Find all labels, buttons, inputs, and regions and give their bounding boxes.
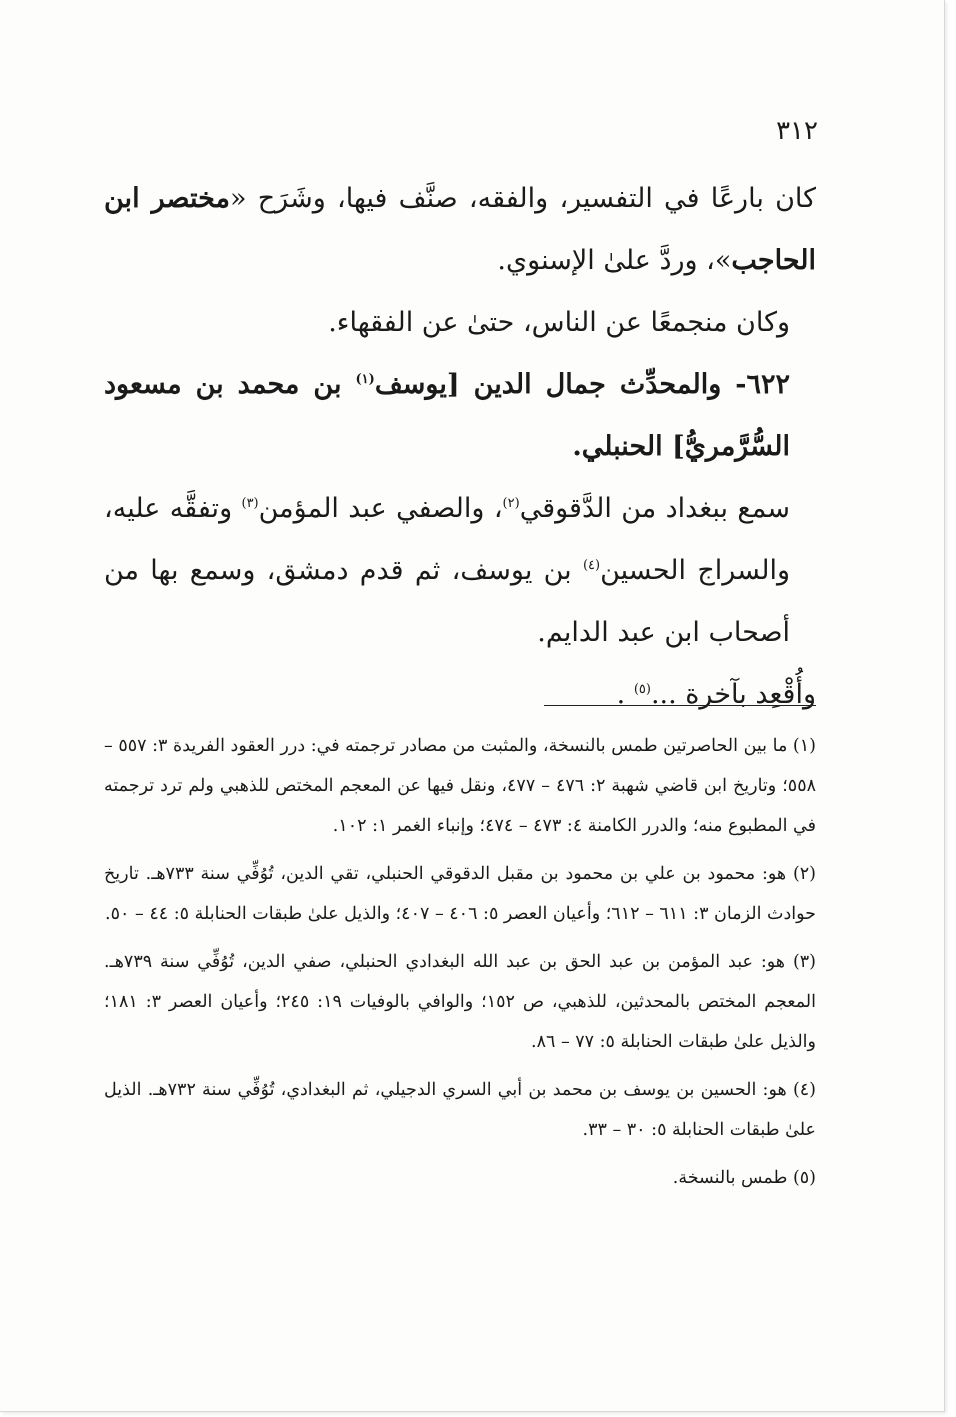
footnote-ref-2[interactable]: (٢) [502, 496, 520, 511]
paragraph-1-after: »، وردَّ علىٰ الإسنوي. [497, 245, 732, 276]
footnote-text: هو: عبد المؤمن بن عبد الحق بن عبد الله البغدادي الحنبلي، صفي الدين، تُوُفِّي سنة ٧٣٩هـ. المعجم المختص بالمحدثين، للذهبي، ص ١٥٢؛ والوافي بالوفيات ١٩: ٢٤٥؛ وأعيان العصر ٣: ١٨١؛ والذيل علىٰ طبقات الحنابلة ٥: ٧٧ – ٨٦. [104, 952, 817, 1052]
paragraph-4-part1: سمع ببغداد من الدَّقوقي [519, 493, 790, 524]
footnote-text: هو: الحسين بن يوسف بن محمد بن أبي السري الدجيلي، ثم البغدادي، تُوُفِّي سنة ٧٣٢هـ. الذيل علىٰ طبقات الحنابلة ٥: ٣٠ – ٣٣. [104, 1080, 816, 1140]
footnote-number: (٣) [792, 952, 816, 972]
paragraph-4 [104, 478, 816, 664]
entry-heading-part2: بن محمد بن مسعود السُّرَّمريُّ] الحنبلي. [104, 369, 790, 462]
footnote-number: (٢) [792, 864, 816, 884]
paragraph-1-before: كان بارعًا في التفسير، والفقه، صنَّف فيها، وشَرَح « [229, 183, 816, 214]
paragraph-2: وكان منجمعًا عن الناس، حتىٰ عن الفقهاء. [328, 307, 790, 338]
main-text [104, 168, 816, 726]
paragraph-5-end: . [616, 679, 634, 710]
entry-heading-622 [104, 354, 816, 478]
footnotes-section [104, 726, 816, 1206]
footnote-2 [104, 854, 816, 934]
footnote-ref-3[interactable]: (٣) [241, 496, 259, 511]
footnote-text: هو: محمود بن علي بن محمود بن مقبل الدقوقي الحنبلي، تقي الدين، تُوُفِّي سنة ٧٣٣هـ. تاريخ حوادث الزمان ٣: ٦١١ – ٦١٢؛ وأعيان العصر ٥: ٤٠٦ – ٤٠٧؛ والذيل علىٰ طبقات الحنابلة ٥: ٤٤ – ٥٠. [104, 864, 816, 924]
paragraph-5-text: وأُقْعِد بآخرة ... [650, 679, 816, 710]
footnote-ref-1[interactable]: (١) [355, 372, 375, 387]
footnote-number: (٤) [792, 1080, 816, 1100]
paragraph-5 [104, 664, 816, 726]
paragraph-4-part4: بن يوسف، ثم قدم دمشق، وسمع بها من أصحاب ابن عبد الدايم. [104, 555, 790, 648]
footnote-3 [104, 942, 816, 1062]
footnote-text: طمس بالنسخة. [672, 1168, 793, 1188]
page-number: ٣١٢ [776, 116, 818, 146]
paragraph-4-part3: وتفقَّه عليه، والسراج الحسين [104, 493, 790, 586]
entry-heading-part1: ٦٢٢- والمحدِّث جمال الدين [يوسف [374, 369, 790, 400]
footnote-4 [104, 1070, 816, 1150]
footnote-ref-4[interactable]: (٤) [582, 558, 601, 573]
footnote-number: (٥) [792, 1168, 816, 1188]
footnote-5 [104, 1158, 816, 1198]
book-title: مختصر ابن الحاجب [104, 183, 816, 276]
footnote-number: (١) [792, 736, 816, 756]
footnote-divider [544, 705, 816, 706]
footnote-text: ما بين الحاصرتين طمس بالنسخة، والمثبت من مصادر ترجمته في: درر العقود الفريدة ٣: ٥٥٧ – ٥٥٨؛ وتاريخ ابن قاضي شهبة ٢: ٤٧٦ – ٤٧٧، ونقل فيها عن المعجم المختص للذهبي ولم ترد ترجمته في المطبوع منه؛ والدرر الكامنة ٤: ٤٧٣ – ٤٧٤؛ وإنباء الغمر ١: ١٠٢. [104, 736, 816, 836]
paragraph-1 [104, 168, 816, 292]
footnote-1 [104, 726, 816, 846]
footnote-ref-5[interactable]: (٥) [633, 682, 651, 697]
paragraph-4-part2: ، والصفي عبد المؤمن [258, 493, 503, 524]
